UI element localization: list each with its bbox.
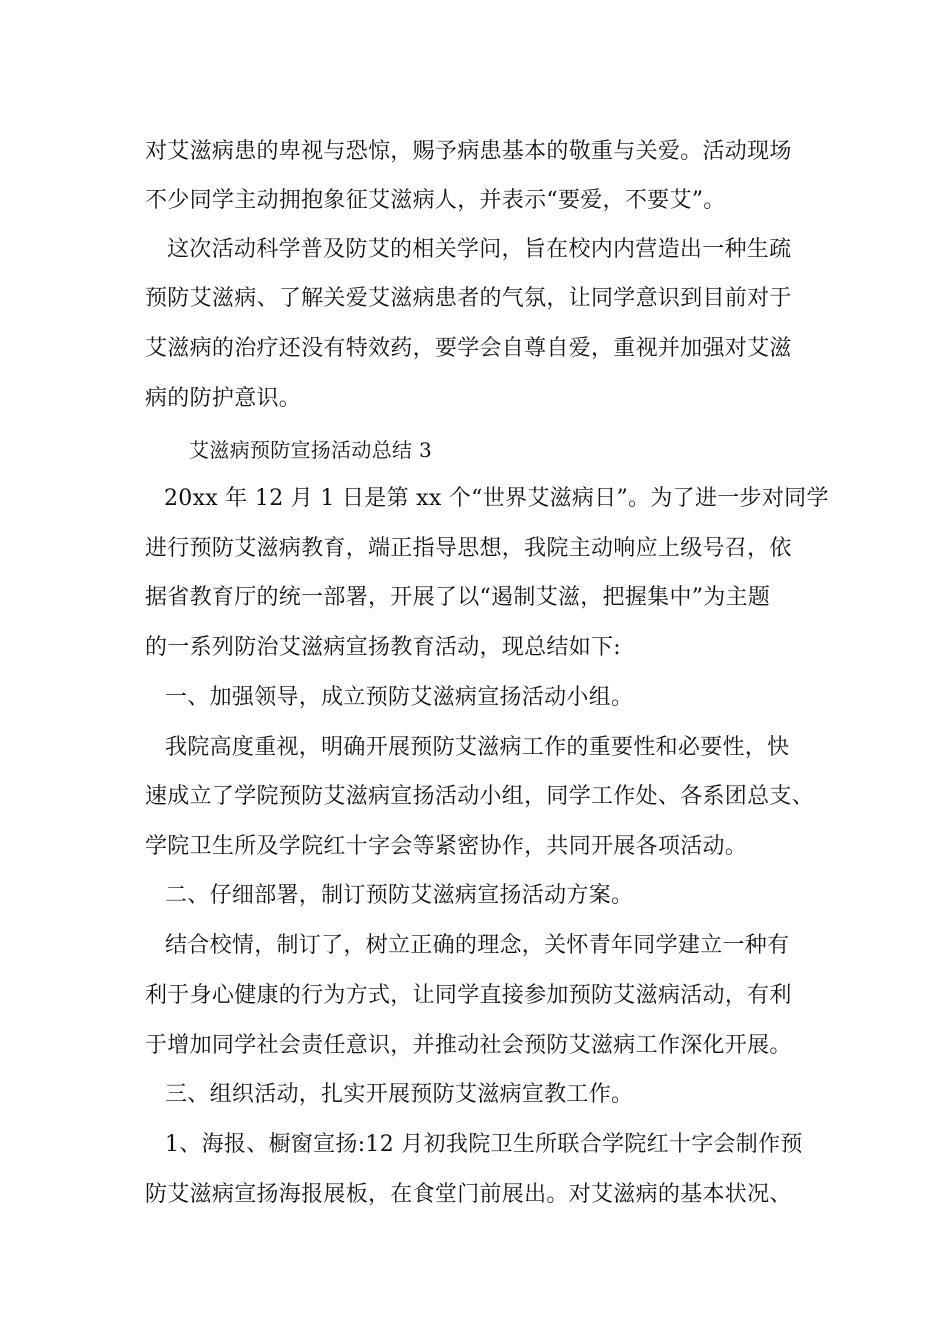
text-line-9: 进行预防艾滋病教育，端正指导思想，我院主动响应上级号召，依 xyxy=(145,536,792,561)
text-line-21: 1、海报、橱窗宣扬:12 月初我院卫生所联合学院红十字会制作预 xyxy=(165,1132,803,1157)
text-line-2: 不少同学主动拥抱象征艾滋病人，并表示“要爱，不要艾”。 xyxy=(145,188,726,213)
text-line-11: 的一系列防治艾滋病宣扬教育活动，现总结如下: xyxy=(145,635,622,660)
text-line-3: 这次活动科学普及防艾的相关学问，旨在校内内营造出一种生疏 xyxy=(167,237,792,262)
subheading-3: 三、组织活动，扎实开展预防艾滋病宣教工作。 xyxy=(165,1082,634,1107)
text-line-4: 预防艾滋病、了解关爱艾滋病患者的气氛，让同学意识到目前对于 xyxy=(145,286,792,311)
text-line-5: 艾滋病的治疗还没有特效药，要学会自尊自爱，重视并加强对艾滋 xyxy=(145,336,792,361)
text-line-22: 防艾滋病宣扬海报展板，在食堂门前展出。对艾滋病的基本状况、 xyxy=(145,1182,792,1207)
text-line-8: 20xx 年 12 月 1 日是第 xx 个“世界艾滋病日”。为了进一步对同学 xyxy=(164,486,829,511)
text-line-10: 据省教育厅的统一部署，开展了以“遏制艾滋，把握集中”为主题 xyxy=(145,585,771,610)
text-line-13: 我院高度重视，明确开展预防艾滋病工作的重要性和必要性，快 xyxy=(165,735,790,760)
text-line-17: 结合校情，制订了，树立正确的理念，关怀青年同学建立一种有 xyxy=(165,933,790,958)
text-line-1: 对艾滋病患的卑视与恐惊，赐予病患基本的敬重与关爱。活动现场 xyxy=(145,139,792,164)
text-line-6: 病的防护意识。 xyxy=(145,386,302,411)
text-line-19: 于增加同学社会责任意识，并推动社会预防艾滋病工作深化开展。 xyxy=(145,1033,792,1058)
subheading-1: 一、加强领导，成立预防艾滋病宣扬活动小组。 xyxy=(165,685,634,710)
section-heading: 艾滋病预防宣扬活动总结 3 xyxy=(189,438,432,462)
text-line-15: 学院卫生所及学院红十字会等紧密协作，共同开展各项活动。 xyxy=(145,834,748,859)
text-line-18: 利于身心健康的行为方式，让同学直接参加预防艾滋病活动，有利 xyxy=(145,983,792,1008)
text-line-14: 速成立了学院预防艾滋病宣扬活动小组，同学工作处、各系团总支、 xyxy=(145,784,815,809)
subheading-2: 二、仔细部署，制订预防艾滋病宣扬活动方案。 xyxy=(165,883,634,908)
